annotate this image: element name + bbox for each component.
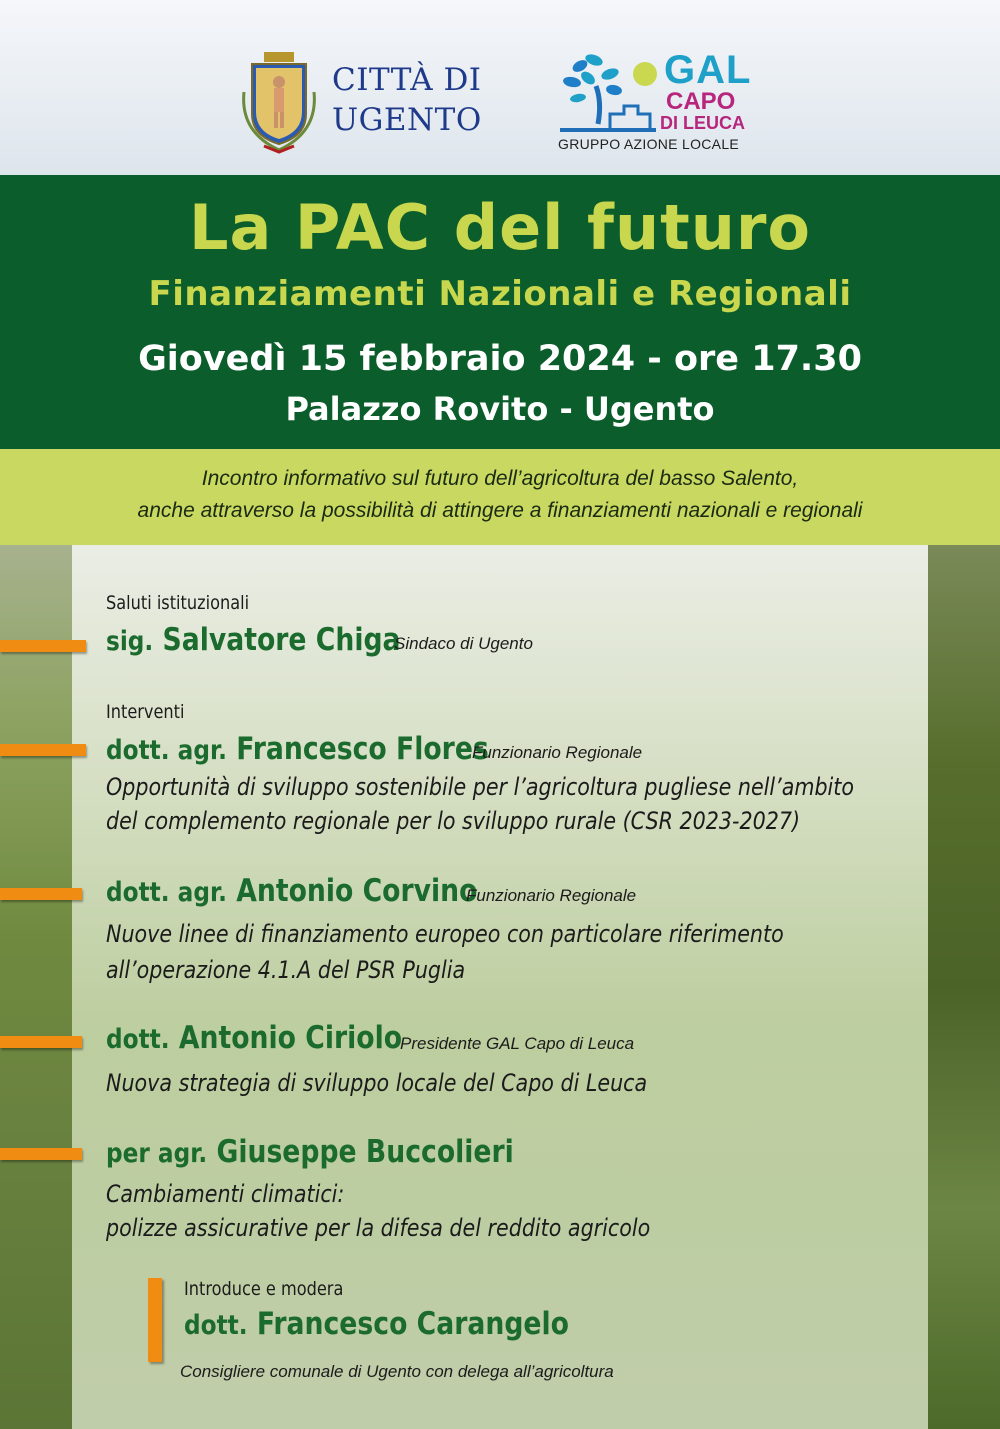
speaker-marker bbox=[0, 1036, 82, 1048]
speaker-marker bbox=[0, 1148, 82, 1160]
speaker-prefix: dott. agr. bbox=[106, 735, 227, 766]
gal-logo-leuca: DI LEUCA bbox=[660, 113, 745, 133]
speaker-fullname: Antonio Corvino bbox=[236, 873, 478, 909]
speaker-role: Sindaco di Ugento bbox=[394, 634, 533, 653]
talk-title-line-1: Nuova strategia di sviluppo locale del Capo di Leuca bbox=[106, 1069, 648, 1097]
interventions-label: Interventi bbox=[106, 701, 185, 723]
talk-title-line-2: del complemento regionale per lo sviluppo rurale (CSR 2023-2027) bbox=[106, 807, 801, 835]
moderator-role: Consigliere comunale di Ugento con delega all’agricoltura bbox=[180, 1362, 614, 1381]
speaker-name bbox=[106, 622, 401, 660]
city-line-2: UGENTO bbox=[332, 102, 482, 138]
speaker-fullname: Giuseppe Buccolieri bbox=[216, 1134, 514, 1170]
greetings-label: Saluti istituzionali bbox=[106, 592, 250, 614]
speaker-role: Presidente GAL Capo di Leuca bbox=[400, 1034, 635, 1053]
talk-title-line-1: Opportunità di sviluppo sostenibile per l’agricoltura pugliese nell’ambito bbox=[106, 773, 855, 801]
speaker-role: Funzionario Regionale bbox=[472, 743, 643, 762]
speaker-marker bbox=[0, 640, 86, 652]
speaker-fullname: Salvatore Chiga bbox=[162, 622, 401, 658]
talk-title-line-1: Cambiamenti climatici: bbox=[106, 1180, 345, 1208]
moderator-prefix: dott. bbox=[184, 1310, 248, 1341]
speaker-name bbox=[106, 1134, 514, 1172]
speaker-prefix: per agr. bbox=[106, 1138, 208, 1169]
speaker-marker bbox=[0, 888, 82, 900]
speaker-fullname: Francesco Flores bbox=[236, 731, 489, 767]
talk-title-line-2: all’operazione 4.1.A del PSR Puglia bbox=[106, 956, 466, 984]
speaker-prefix: dott. bbox=[106, 1024, 170, 1055]
talk-title-line-2: polizze assicurative per la difesa del reddito agricolo bbox=[106, 1214, 651, 1242]
moderator-fullname: Francesco Carangelo bbox=[256, 1306, 569, 1342]
intro-line-1: Incontro informativo sul futuro dell’agricoltura del basso Salento, bbox=[201, 467, 799, 490]
city-line-1: CITTÀ DI bbox=[332, 62, 482, 98]
speaker-role: Funzionario Regionale bbox=[466, 886, 637, 905]
gal-logo-capo: CAPO bbox=[666, 88, 736, 115]
moderator-marker bbox=[148, 1278, 162, 1362]
moderator-label: Introduce e modera bbox=[184, 1278, 344, 1300]
event-date: Giovedì 15 febbraio 2024 - ore 17.30 bbox=[138, 339, 862, 379]
speaker-name bbox=[106, 1020, 402, 1058]
speaker-name bbox=[106, 731, 489, 769]
speaker-marker bbox=[0, 744, 86, 756]
speaker-prefix: sig. bbox=[106, 626, 154, 657]
moderator-name bbox=[184, 1306, 569, 1344]
gal-logo-word: GAL bbox=[664, 48, 752, 92]
speaker-prefix: dott. agr. bbox=[106, 877, 227, 908]
talk-title-line-1: Nuove linee di finanziamento europeo con particolare riferimento bbox=[106, 920, 784, 948]
speaker-name bbox=[106, 873, 477, 911]
speaker-fullname: Antonio Ciriolo bbox=[178, 1020, 403, 1056]
intro-line-2: anche attraverso la possibilità di attingere a finanziamenti nazionali e regionali bbox=[137, 499, 863, 522]
event-place: Palazzo Rovito - Ugento bbox=[285, 390, 715, 428]
event-subtitle: Finanziamenti Nazionali e Regionali bbox=[148, 274, 852, 314]
event-title: La PAC del futuro bbox=[188, 191, 812, 264]
gal-subtitle: GRUPPO AZIONE LOCALE bbox=[558, 136, 740, 152]
